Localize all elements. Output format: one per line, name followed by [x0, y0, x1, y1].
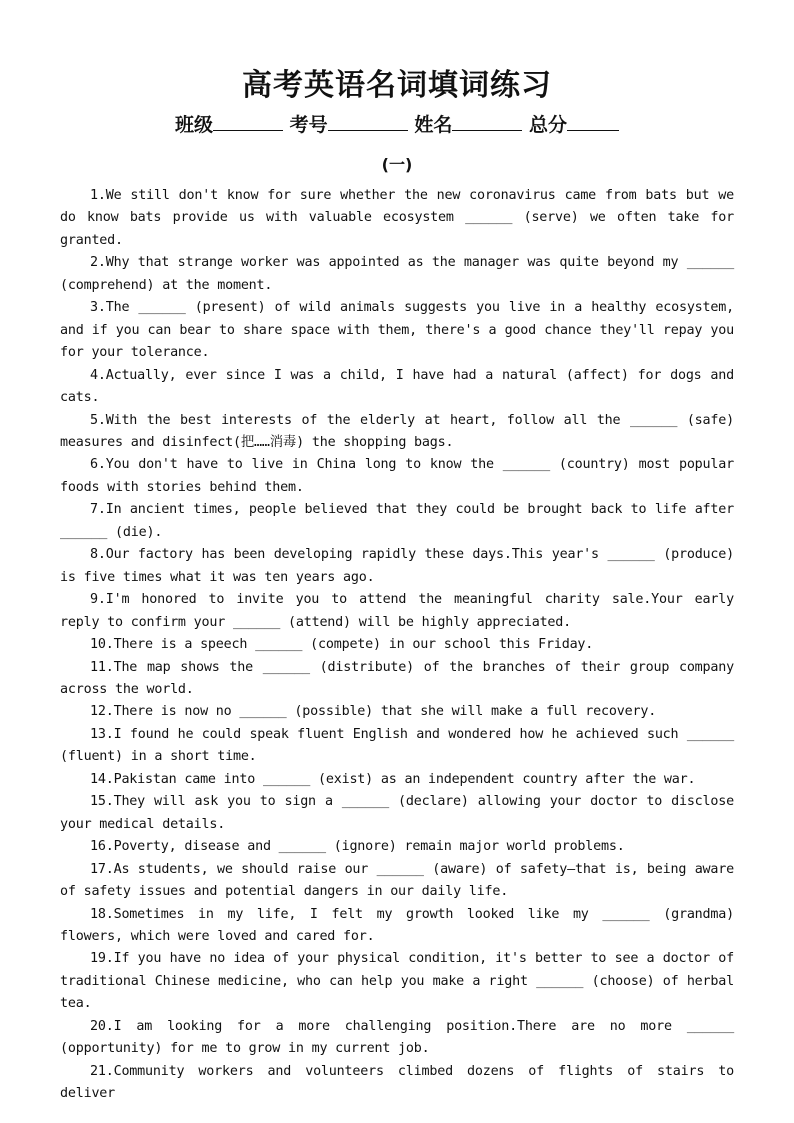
question-item: 8.Our factory has been developing rapidly these days.This year's ______ (produce) is five times what it was ten years ago.: [60, 547, 734, 585]
question-item: 11.The map shows the ______ (distribute) of the branches of their group company across the world.: [60, 659, 734, 697]
class-blank[interactable]: [213, 112, 283, 131]
question-item: 17.As students, we should raise our ______ (aware) of safety—that is, being aware of safety issues and potential dangers in our daily life.: [60, 861, 734, 900]
question-item: 20.I am looking for a more challenging position.There are no more ______ (opportunity) for me to grow in my current job.: [60, 1018, 734, 1057]
question-item: 18.Sometimes in my life, I felt my growth looked like my ______ (grandma) flowers, which were loved and cared for.: [60, 906, 734, 944]
page-title: 高考英语名词填词练习: [242, 68, 552, 103]
score-label: 总分: [528, 114, 567, 136]
question-item: 7.In ancient times, people believed that they could be brought back to life after ______ (die).: [60, 502, 734, 540]
question-item: 2.Why that strange worker was appointed as the manager was quite beyond my ______ (comprehend) at the moment.: [60, 255, 734, 293]
question-item: 13.I found he could speak fluent English and wondered how he achieved such ______ (fluent) in a short time.: [60, 726, 734, 765]
question-item: 14.Pakistan came into ______ (exist) as an independent country after the war.: [90, 771, 696, 787]
question-item: 19.If you have no idea of your physical condition, it's better to see a doctor of traditional Chinese medicine, who can help you make a right ______ (choose) of herbal tea.: [60, 951, 734, 1012]
name-blank[interactable]: [452, 112, 522, 131]
question-item: 4.Actually, ever since I was a child, I have had a natural (affect) for dogs and cats.: [60, 367, 734, 406]
question-item: 16.Poverty, disease and ______ (ignore) remain major world problems.: [90, 839, 625, 855]
question-item: 3.The ______ (present) of wild animals suggests you live in a healthy ecosystem, and if you can bear to share space with them, there's a good chance they'll repay you for your tolerance.: [60, 300, 734, 361]
class-label: 班级: [175, 114, 214, 136]
question-list: [60, 185, 734, 1106]
question-item: 1.We still don't know for sure whether the new coronavirus came from bats but we do know bats provide us with valuable ecosystem ______ (serve) we often take for granted.: [60, 188, 734, 248]
exam-number-label: 考号: [289, 114, 328, 136]
question-item: 9.I'm honored to invite you to attend the meaningful charity sale.Your early reply to confirm your ______ (attend) will be highly appreciated.: [60, 592, 734, 630]
question-item: 10.There is a speech ______ (compete) in our school this Friday.: [90, 637, 594, 653]
question-item: 5.With the best interests of the elderly at heart, follow all the ______ (safe) measures and disinfect(把……消毒) the shopping bags.: [60, 412, 734, 450]
question-item: 15.They will ask you to sign a ______ (declare) allowing your doctor to disclose your medical details.: [60, 794, 734, 832]
question-item: 12.There is now no ______ (possible) that she will make a full recovery.: [90, 704, 657, 720]
section-heading: (一): [381, 155, 413, 174]
exam-number-blank[interactable]: [328, 112, 408, 131]
score-blank[interactable]: [567, 112, 619, 131]
question-item: 21.Community workers and volunteers climbed dozens of flights of stairs to deliver: [60, 1063, 734, 1102]
student-info-line: [0, 110, 794, 137]
name-label: 姓名: [414, 114, 453, 136]
question-item: 6.You don't have to live in China long to know the ______ (country) most popular foods with stories behind them.: [60, 457, 734, 495]
